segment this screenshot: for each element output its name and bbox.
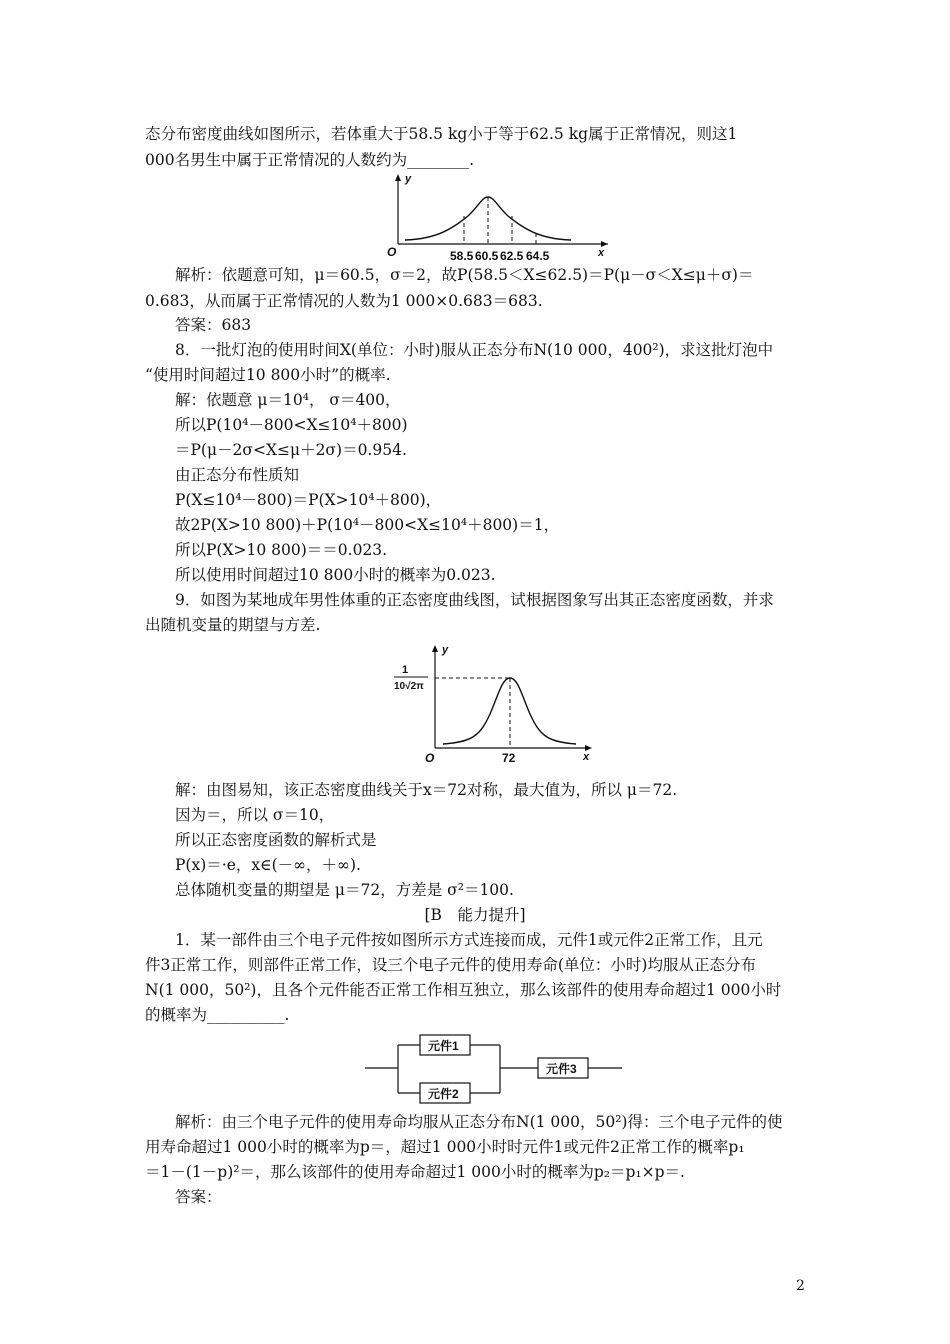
text-line: 所以P(X>10 800)＝＝0.023. [175,541,388,559]
text-line: 由正态分布性质知 [175,466,300,484]
text-line: 8．一批灯泡的使用时间X(单位：小时)服从正态分布N(10 000，400²)，求这批灯泡中 [175,341,774,359]
text-line: 0.683，从而属于正常情况的人数为1 000×0.683＝683. [145,292,543,310]
peak-denominator: 10√2π [394,681,424,692]
origin-label: O [387,245,397,259]
y-axis-arrow [395,174,401,181]
text-line: 件3正常工作，则部件正常工作，设三个电子元件的使用寿命(单位：小时)均服从正态分布 [145,956,756,974]
peak-numerator: 1 [402,664,409,676]
text-line: 所以正态密度函数的解析式是 [175,831,377,849]
text-line: N(1 000，50²)，且各个元件能否正常工作相互独立，那么该部件的使用寿命超过1 000小时 [145,981,782,999]
text-line: 因为＝，所以 σ＝10， [175,806,335,824]
normal-curve-figure-1 [380,170,610,265]
text-line: 解析：依题意可知，μ＝60.5，σ＝2，故P(58.5＜X≤62.5)＝P(μ－σ＜X≤μ＋σ)＝ [175,266,754,284]
tick-label: 58.5 [450,249,474,263]
y-axis-arrow [432,645,438,652]
text-line: ＝1－(1－p)²＝，那么该部件的使用寿命超过1 000小时的概率为p₂＝p₁×p＝. [145,1163,685,1181]
text-line: 所以P(10⁴－800<X≤10⁴＋800) [175,416,408,434]
text-line: 9．如图为某地成年男性体重的正态密度曲线图，试根据图象写出其正态密度函数，并求 [175,591,774,609]
origin-label: O [425,751,435,765]
tick-label: 62.5 [500,249,524,263]
text-line: 故2P(X>10 800)＋P(10⁴－800<X≤10⁴＋800)＝1， [175,516,560,534]
text-line: 答案：683 [175,316,252,334]
element-3-label: 元件3 [546,1062,577,1076]
text-line: P(X≤10⁴－800)＝P(X>10⁴＋800)， [175,491,442,509]
y-label: y [442,644,449,656]
text-line: 解：依题意 μ＝10⁴， σ＝400， [175,391,401,409]
text-line: 用寿命超过1 000小时的概率为p＝，超过1 000小时时元件1或元件2正常工作的概率p₁ [145,1138,745,1156]
text-line: 解：由图易知，该正态密度曲线关于x＝72对称，最大值为，所以 μ＝72. [175,781,678,799]
text-line: 1．某一部件由三个电子元件按如图所示方式连接而成，元件1或元件2正常工作，且元 [175,931,763,949]
text-line: 所以使用时间超过10 800小时的概率为0.023. [175,566,496,584]
circuit-diagram [360,1030,630,1110]
tick-label: 64.5 [526,249,550,263]
tick-label: 60.5 [475,249,499,263]
x-label: x [583,751,590,763]
section-heading: [B 能力提升] [424,906,526,924]
text-line: 态分布密度曲线如图所示，若体重大于58.5 kg小于等于62.5 kg属于正常情况，则这1 [145,125,738,143]
text-line: 解析：由三个电子元件的使用寿命均服从正态分布N(1 000，50²)得：三个电子元件的使 [175,1113,783,1131]
element-2-label: 元件2 [428,1087,459,1101]
element-1-label: 元件1 [428,1039,459,1053]
tick-label: 72 [502,751,516,765]
normal-curve-figure-2 [380,640,610,775]
x-label: x [598,247,605,259]
text-line: 000名男生中属于正常情况的人数约为________. [145,151,475,169]
page-number: 2 [796,1278,805,1294]
text-line: ＝P(μ－2σ<X≤μ＋2σ)＝0.954. [175,441,407,459]
text-line: 总体随机变量的期望是 μ＝72，方差是 σ²＝100. [175,881,514,899]
y-label: y [405,173,412,185]
text-line: “使用时间超过10 800小时”的概率. [145,366,391,384]
text-line: P(x)＝·e，x∈(－∞，＋∞). [175,856,361,874]
text-line: 答案： [175,1188,222,1206]
text-line: 的概率为__________. [145,1006,290,1024]
text-line: 出随机变量的期望与方差. [145,616,321,634]
